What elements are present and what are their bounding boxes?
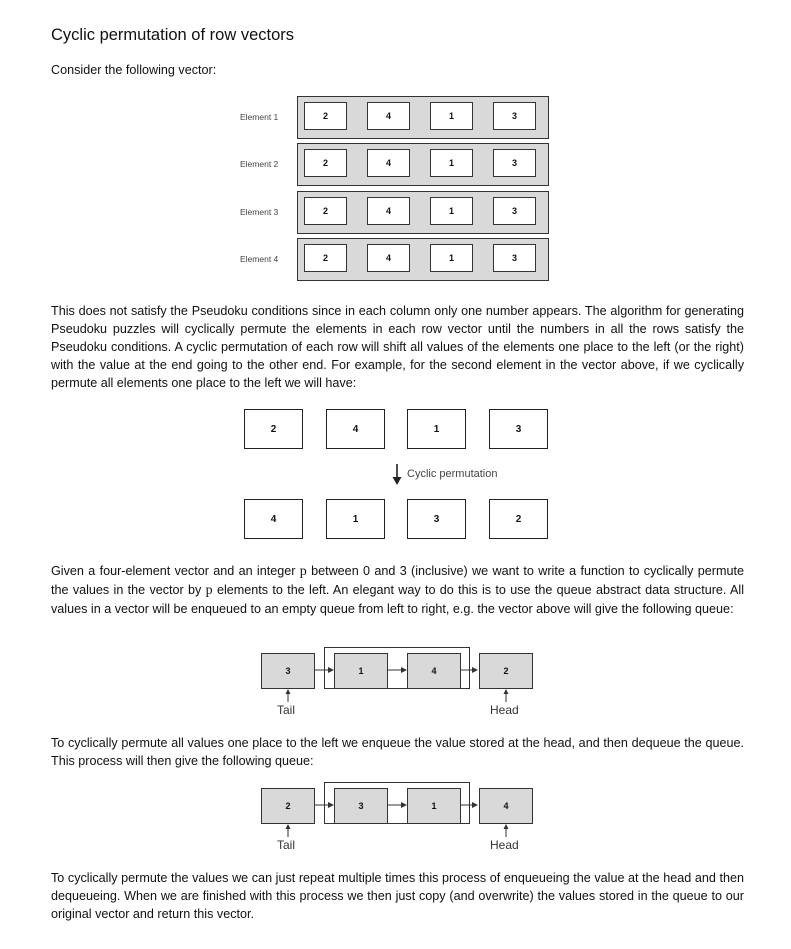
queue-paragraph (51, 562, 744, 618)
before-cell: 4 (326, 409, 385, 449)
row-cell: 4 (367, 197, 410, 225)
cyclic-permutation-label: Cyclic permutation (407, 468, 498, 480)
queue-head-cell: 2 (479, 653, 533, 689)
row-cell: 3 (493, 102, 536, 130)
before-cell: 1 (407, 409, 466, 449)
final-paragraph: To cyclically permute the values we can just repeat multiple times this process of enqueueing the value at the head and then dequeueing. When we are finished with this process we then just copy (and overwrite) the values stored in the queue to our original vector and return this vector. (51, 871, 744, 921)
head-label: Head (490, 703, 519, 717)
queue-figure-1 (260, 647, 540, 719)
row-cell: 4 (367, 244, 410, 272)
intro-text: Consider the following vector: (51, 63, 217, 77)
queue-tail-cell: 2 (261, 788, 315, 824)
before-cell: 2 (244, 409, 303, 449)
row-label: Element 2 (240, 159, 279, 169)
queue-paragraph-part1: Given a four-element vector and an integer (51, 564, 300, 578)
queue-cell: 4 (407, 653, 461, 689)
row-cell: 2 (304, 244, 347, 272)
queue-paragraph-part2: between 0 and 3 (inclusive) we want to write a function to cyclically permute the values in the vector by (51, 564, 744, 597)
row-cell: 1 (430, 244, 473, 272)
after-cell: 1 (326, 499, 385, 539)
down-arrow-icon (391, 464, 403, 486)
tail-label: Tail (277, 703, 296, 717)
queue-figure-2 (260, 782, 540, 854)
head-label: Head (490, 838, 519, 852)
row-cell: 3 (493, 149, 536, 177)
row-cell: 2 (304, 149, 347, 177)
after-cell: 3 (407, 499, 466, 539)
row-cell: 1 (430, 197, 473, 225)
row-vector (297, 143, 549, 186)
row-cell: 2 (304, 102, 347, 130)
queue-tail-cell: 3 (261, 653, 315, 689)
queue-cell: 1 (407, 788, 461, 824)
row-cell: 4 (367, 149, 410, 177)
enqueue-paragraph: To cyclically permute all values one place to the left we enqueue the value stored at the head, and then dequeue the queue. This process will then give the following queue: (51, 736, 744, 768)
row-cell: 3 (493, 244, 536, 272)
tail-label: Tail (277, 838, 296, 852)
pseudoku-paragraph: This does not satisfy the Pseudoku conditions since in each column only one number appears. The algorithm for generating Pseudoku puzzles will cyclically permute the elements in each row vector until the numbers in all the rows satisfy the Pseudoku conditions. A cyclic permutation of each row will shift all values of the elements one place to the left (or the right) with the value at the end going to the other end. For example, for the second element in the vector above, if we cyclically permute all elements one place to the left we will have: (51, 304, 744, 390)
p-variable: p (205, 583, 213, 598)
row-cell: 1 (430, 102, 473, 130)
queue-cell: 1 (334, 653, 388, 689)
row-vector (297, 191, 549, 234)
row-cell: 1 (430, 149, 473, 177)
row-vector (297, 238, 549, 281)
row-cell: 4 (367, 102, 410, 130)
queue-head-cell: 4 (479, 788, 533, 824)
row-label: Element 4 (240, 254, 279, 264)
p-variable: p (299, 564, 307, 579)
after-cell: 4 (244, 499, 303, 539)
row-cell: 2 (304, 197, 347, 225)
row-label: Element 1 (240, 112, 279, 122)
row-label: Element 3 (240, 207, 279, 217)
before-cell: 3 (489, 409, 548, 449)
queue-cell: 3 (334, 788, 388, 824)
page-title: Cyclic permutation of row vectors (51, 26, 294, 44)
vector-figure (240, 96, 550, 282)
after-cell: 2 (489, 499, 548, 539)
row-cell: 3 (493, 197, 536, 225)
queue-paragraph-part3: elements to the left. An elegant way to do this is to use the queue abstract data structure. All values in a vector will be enqueued to an empty queue from left to right, e.g. the vector above will give the following queue: (51, 583, 744, 616)
row-vector (297, 96, 549, 139)
permutation-figure (243, 408, 553, 542)
